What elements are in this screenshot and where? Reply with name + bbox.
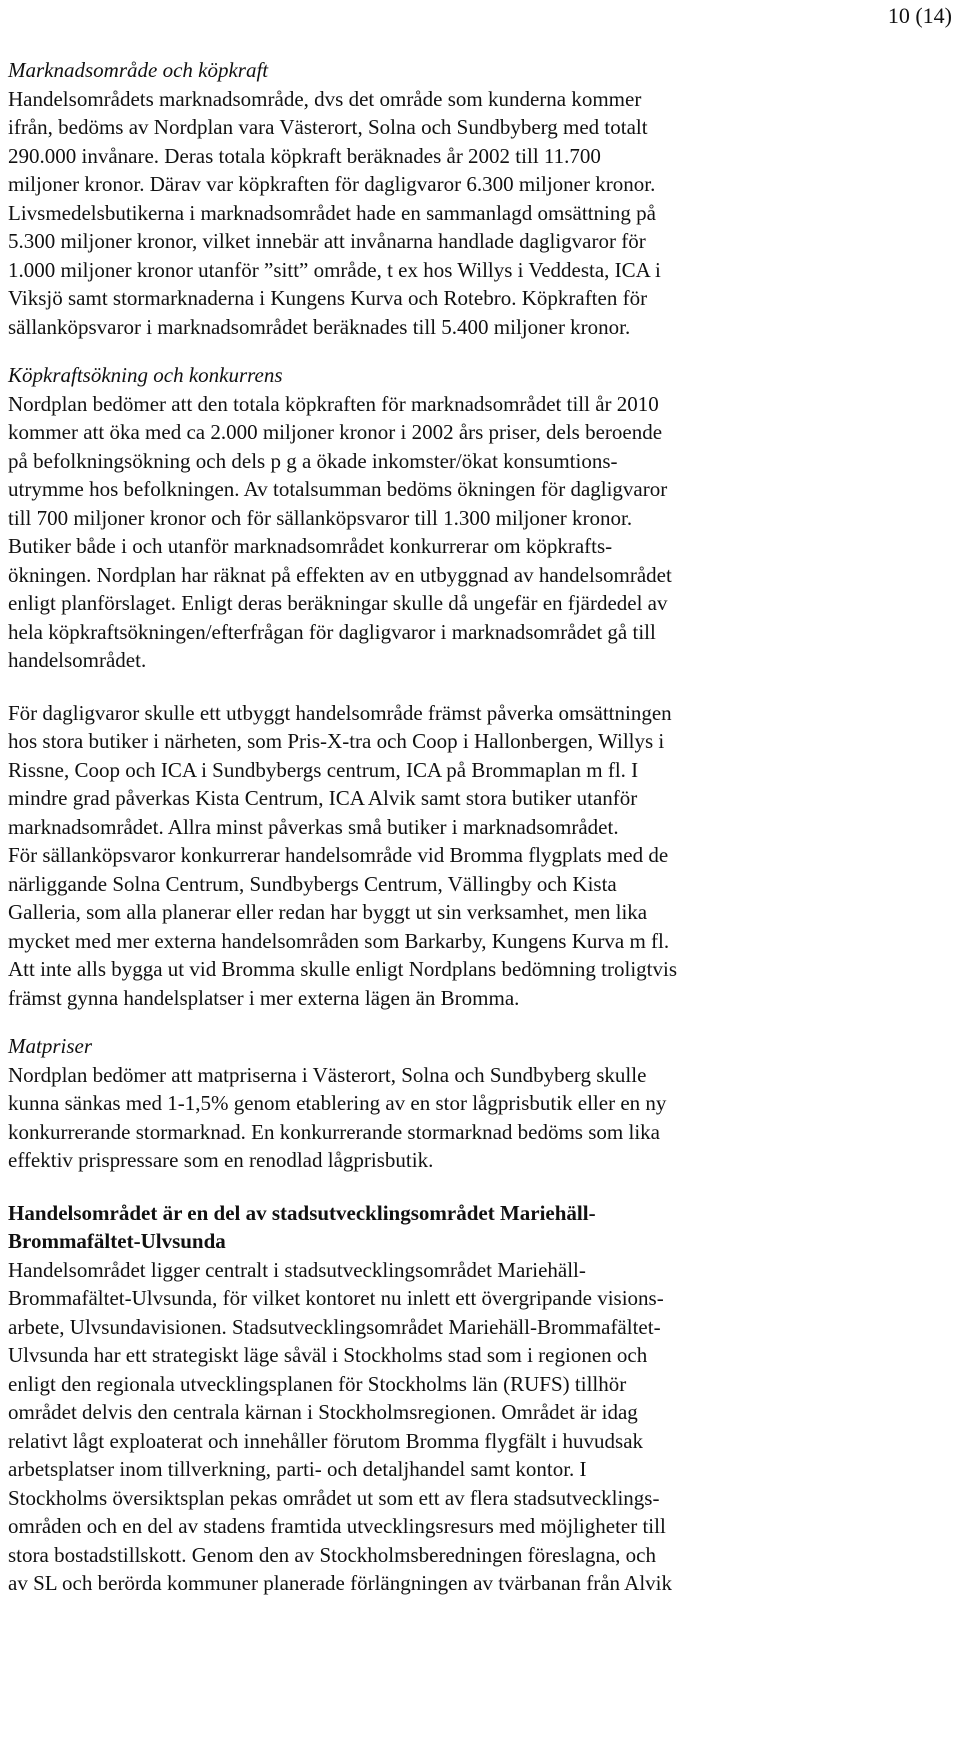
section-heading: Matpriser — [8, 1034, 92, 1058]
text-line: ökningen. Nordplan har räknat på effekten av en utbyggnad av handelsområdet — [8, 562, 672, 587]
document-body — [8, 56, 860, 1598]
text-line: Viksjö samt stormarknaderna i Kungens Kurva och Rotebro. Köpkraften för — [8, 286, 648, 310]
text-line: hos stora butiker i närheten, som Pris-X-tra och Coop i Hallonbergen, Willys i — [8, 729, 665, 753]
section-heading: Köpkraftsökning och konkurrens — [8, 363, 283, 387]
text-line: Brommafältet-Ulvsunda, för vilket kontoret nu inlett ett övergripande visions- — [8, 1286, 664, 1310]
text-line: närliggande Solna Centrum, Sundbybergs Centrum, Vällingby och Kista — [8, 871, 617, 896]
text-line: enligt planförslaget. Enligt deras beräkningar skulle då ungefär en fjärdedel av — [8, 591, 668, 615]
text-line: 290.000 invånare. Deras totala köpkraft beräknades år 2002 till 11.700 — [8, 143, 601, 168]
text-line: Stockholms översiktsplan pekas området ut som ett av flera stadsutvecklings- — [8, 1485, 660, 1510]
text-line: Handelsområdets marknadsområde, dvs det område som kunderna kommer — [8, 86, 642, 111]
text-line: Galleria, som alla planerar eller redan har byggt ut sin verksamhet, men lika — [8, 900, 648, 924]
text-line: arbetsplatser inom tillverkning, parti- och detaljhandel samt kontor. I — [8, 1457, 587, 1481]
text-line: Livsmedelsbutikerna i marknadsområdet hade en sammanlagd omsättning på — [8, 200, 656, 225]
section-kopkraftsokning — [8, 361, 860, 675]
text-line: 1.000 miljoner kronor utanför ”sitt” område, t ex hos Willys i Veddesta, ICA i — [8, 257, 661, 282]
text-line: främst gynna handelsplatser i mer externa lägen än Bromma. — [8, 985, 520, 1010]
text-line: Nordplan bedömer att matpriserna i Västerort, Solna och Sundbyberg skulle — [8, 1062, 647, 1087]
text-line: hela köpkraftsökningen/efterfrågan för dagligvaror i marknadsområdet gå till — [8, 619, 656, 644]
text-line: till 700 miljoner kronor och för sällanköpsvaror till 1.300 miljoner kronor. — [8, 505, 633, 530]
page-number: 10 (14) — [887, 3, 952, 28]
text-line: Ulvsunda har ett strategiskt läge såväl i Stockholms stad som i regionen och — [8, 1343, 648, 1367]
text-line: Att inte alls bygga ut vid Bromma skulle enligt Nordplans bedömning troligtvis — [8, 957, 678, 981]
section-stadsutveckling — [8, 1199, 860, 1598]
text-line: relativt lågt exploaterat och innehåller förutom Bromma flygfält i huvudsak — [8, 1428, 644, 1453]
text-line: marknadsområdet. Allra minst påverkas små butiker i marknadsområdet. — [8, 814, 619, 839]
text-line: enligt den regionala utvecklingsplanen för Stockholms län (RUFS) tillhör — [8, 1371, 627, 1396]
text-line: Handelsområdet ligger centralt i stadsutvecklingsområdet Mariehäll- — [8, 1257, 586, 1282]
section-matpriser — [8, 1032, 860, 1175]
text-line: mindre grad påverkas Kista Centrum, ICA Alvik samt stora butiker utanför — [8, 786, 638, 810]
section-marknadsomrade — [8, 56, 860, 341]
text-line: kunna sänkas med 1-1,5% genom etablering av en stor lågprisbutik eller en ny — [8, 1091, 667, 1115]
text-line: stora bostadstillskott. Genom den av Stockholmsberedningen föreslagna, och — [8, 1542, 656, 1567]
text-line: 5.300 miljoner kronor, vilket innebär att invånarna handlade dagligvaror för — [8, 229, 646, 253]
text-line: Nordplan bedömer att den totala köpkraften för marknadsområdet till år 2010 — [8, 391, 659, 416]
text-line: Butiker både i och utanför marknadsområdet konkurrerar om köpkrafts- — [8, 534, 613, 558]
text-line: För sällanköpsvaror konkurrerar handelsområde vid Bromma flygplats med de — [8, 843, 669, 867]
text-line: på befolkningsökning och dels p g a ökade inkomster/ökat konsumtions- — [8, 448, 618, 473]
text-line: området delvis den centrala kärnan i Stockholmsregionen. Området är idag — [8, 1400, 638, 1424]
text-line: utrymme hos befolkningen. Av totalsumman bedöms ökningen för dagligvaror — [8, 477, 668, 501]
text-line: mycket med mer externa handelsområden som Barkarby, Kungens Kurva m fl. — [8, 928, 670, 953]
text-line: ifrån, bedöms av Nordplan vara Västerort, Solna och Sundbyberg med totalt — [8, 115, 648, 139]
section-dagligvaror-paverkan — [8, 699, 860, 1013]
section-heading: Brommafältet-Ulvsunda — [8, 1229, 226, 1253]
section-heading: Marknadsområde och köpkraft — [8, 58, 269, 82]
text-line: sällanköpsvaror i marknadsområdet beräknades till 5.400 miljoner kronor. — [8, 314, 631, 339]
text-line: effektiv prispressare som en renodlad lågprisbutik. — [8, 1148, 434, 1172]
text-line: av SL och berörda kommuner planerade förlängningen av tvärbanan från Alvik — [8, 1571, 672, 1595]
text-line: För dagligvaror skulle ett utbyggt handelsområde främst påverka omsättningen — [8, 700, 672, 725]
text-line: Rissne, Coop och ICA i Sundbybergs centrum, ICA på Brommaplan m fl. I — [8, 757, 639, 782]
text-line: miljoner kronor. Därav var köpkraften för dagligvaror 6.300 miljoner kronor. — [8, 172, 656, 196]
section-heading: Handelsområdet är en del av stadsutvecklingsområdet Mariehäll- — [8, 1200, 596, 1225]
text-line: konkurrerande stormarknad. En konkurrerande stormarknad bedöms som lika — [8, 1119, 660, 1144]
text-line: arbete, Ulvsundavisionen. Stadsutvecklingsområdet Mariehäll-Brommafältet- — [8, 1314, 661, 1339]
text-line: handelsområdet. — [8, 648, 147, 672]
text-line: kommer att öka med ca 2.000 miljoner kronor i 2002 års priser, dels beroende — [8, 420, 663, 444]
text-line: områden och en del av stadens framtida utvecklingsresurs med möjligheter till — [8, 1514, 666, 1538]
